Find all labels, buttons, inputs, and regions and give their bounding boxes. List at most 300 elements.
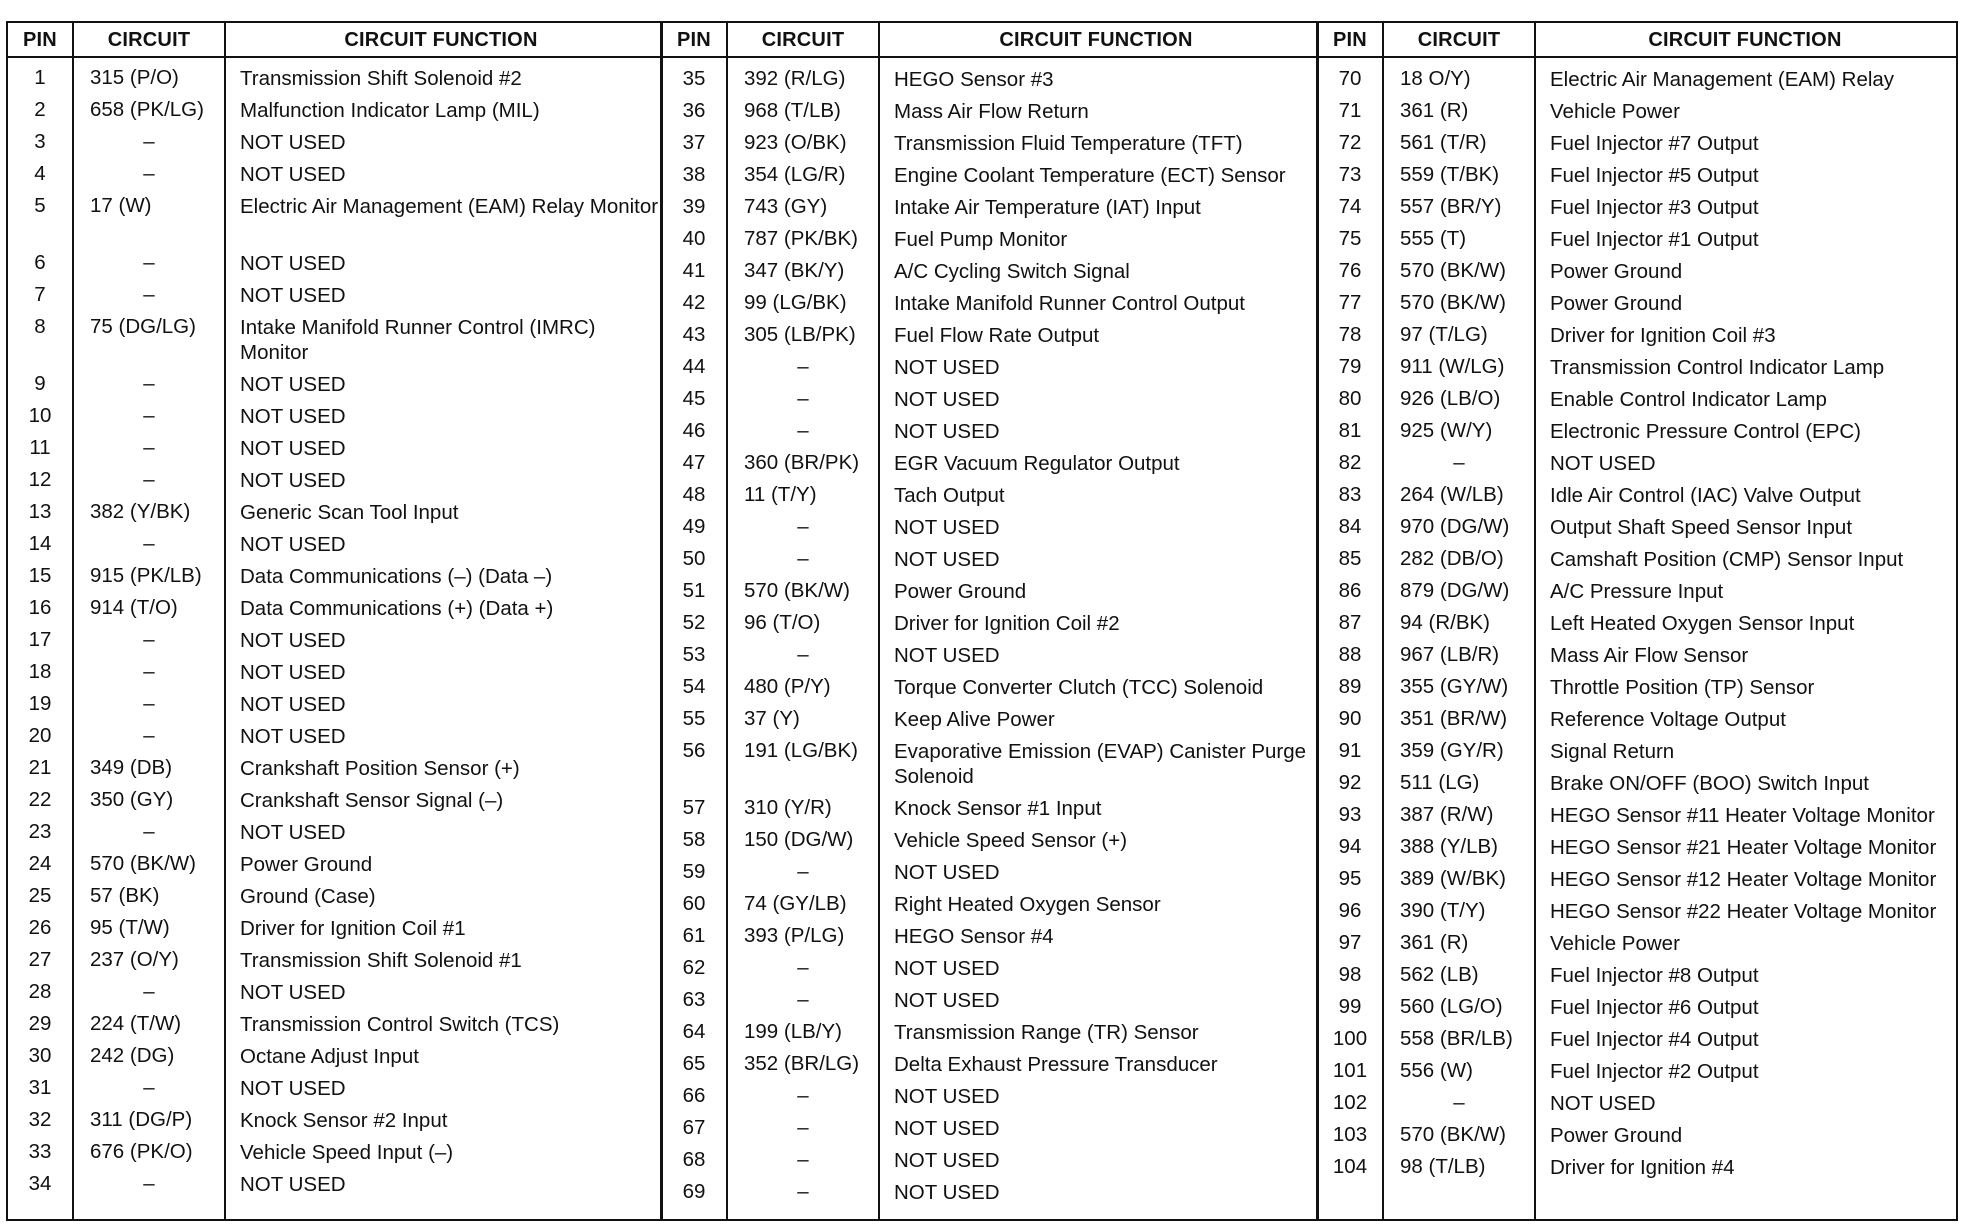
- pin-number: 53: [682, 643, 706, 666]
- circuit-function: NOT USED: [240, 1077, 346, 1100]
- circuit-code: 360 (BR/PK): [744, 451, 860, 474]
- table-row: [8, 946, 662, 976]
- circuit-function: Torque Converter Clutch (TCC) Solenoid: [894, 676, 1264, 699]
- header-circuit: CIRCUIT: [761, 29, 845, 51]
- pin-number: 59: [682, 860, 706, 883]
- pin-number: 49: [682, 515, 706, 538]
- circuit-code: 315 (P/O): [90, 66, 179, 89]
- circuit-code: –: [797, 643, 809, 666]
- circuit-code: 911 (W/LG): [1400, 355, 1505, 378]
- table-row: [662, 826, 1318, 856]
- circuit-function: Fuel Injector #6 Output: [1550, 996, 1759, 1019]
- table-row: [662, 385, 1318, 415]
- pin-number: 41: [682, 259, 706, 282]
- circuit-function: HEGO Sensor #4: [894, 925, 1054, 948]
- circuit-function: NOT USED: [240, 469, 346, 492]
- pin-number: 12: [28, 468, 52, 491]
- table-row: [8, 690, 662, 720]
- circuit-function: NOT USED: [240, 629, 346, 652]
- column-block-1: [8, 23, 662, 1219]
- circuit-code: –: [143, 404, 155, 427]
- pin-number: 57: [682, 796, 706, 819]
- circuit-code: 388 (Y/LB): [1400, 835, 1498, 858]
- pin-number: 15: [28, 564, 52, 587]
- table-row: [1318, 289, 1960, 319]
- header-circuit: CIRCUIT: [1417, 29, 1501, 51]
- pin-number: 75: [1338, 227, 1362, 250]
- column-block-3: [1318, 23, 1960, 1219]
- table-row: [662, 545, 1318, 575]
- table-row: [1318, 673, 1960, 703]
- table-row: [8, 530, 662, 560]
- table-row: [1318, 641, 1960, 671]
- pin-number: 39: [682, 195, 706, 218]
- circuit-code: 224 (T/W): [90, 1012, 182, 1035]
- circuit-code: 305 (LB/PK): [744, 323, 856, 346]
- circuit-code: 570 (BK/W): [1400, 1123, 1506, 1146]
- circuit-code: –: [797, 1084, 809, 1107]
- circuit-code: 879 (DG/W): [1400, 579, 1510, 602]
- pin-number: 6: [34, 251, 46, 274]
- pin-number: 35: [682, 67, 706, 90]
- pin-number: 102: [1332, 1091, 1368, 1114]
- table-row: [662, 641, 1318, 671]
- pin-number: 58: [682, 828, 706, 851]
- pin-number: 9: [34, 372, 46, 395]
- table-row: [662, 353, 1318, 383]
- circuit-function: Crankshaft Sensor Signal (–): [240, 789, 504, 812]
- pin-number: 73: [1338, 163, 1362, 186]
- table-row: [1318, 417, 1960, 447]
- pin-number: 3: [34, 130, 46, 153]
- pin-number: 17: [28, 628, 52, 651]
- circuit-function: NOT USED: [1550, 452, 1656, 475]
- circuit-function: NOT USED: [894, 1117, 1000, 1140]
- circuit-code: 361 (R): [1400, 99, 1469, 122]
- table-row: [1318, 353, 1960, 383]
- circuit-code: 242 (DG): [90, 1044, 175, 1067]
- table-row: [8, 96, 662, 126]
- table-row: [662, 129, 1318, 159]
- table-row: [8, 786, 662, 816]
- table-row: [662, 609, 1318, 639]
- circuit-code: –: [143, 251, 155, 274]
- circuit-code: 74 (GY/LB): [744, 892, 847, 915]
- circuit-function: Crankshaft Position Sensor (+): [240, 757, 520, 780]
- circuit-function: Tach Output: [894, 484, 1005, 507]
- circuit-code: 97 (T/LG): [1400, 323, 1488, 346]
- pin-number: 30: [28, 1044, 52, 1067]
- pin-number: 52: [682, 611, 706, 634]
- pin-number: 104: [1332, 1155, 1368, 1178]
- circuit-function: Power Ground: [1550, 1124, 1683, 1147]
- table-row: [8, 722, 662, 752]
- circuit-code: –: [143, 468, 155, 491]
- table-row: [662, 794, 1318, 824]
- circuit-code: 480 (P/Y): [744, 675, 831, 698]
- circuit-code: 382 (Y/BK): [90, 500, 191, 523]
- circuit-code: 557 (BR/Y): [1400, 195, 1502, 218]
- pin-number: 4: [34, 162, 46, 185]
- circuit-function: NOT USED: [240, 661, 346, 684]
- circuit-code: –: [143, 980, 155, 1003]
- pin-number: 61: [682, 924, 706, 947]
- circuit-code: 282 (DB/O): [1400, 547, 1504, 570]
- pin-number: 63: [682, 988, 706, 1011]
- circuit-code: 393 (P/LG): [744, 924, 845, 947]
- table-row: [8, 1074, 662, 1104]
- circuit-function: NOT USED: [894, 1085, 1000, 1108]
- pin-number: 83: [1338, 483, 1362, 506]
- circuit-function: Vehicle Power: [1550, 932, 1680, 955]
- table-row: [8, 128, 662, 158]
- circuit-code: –: [143, 660, 155, 683]
- pin-number: 87: [1338, 611, 1362, 634]
- table-row: [8, 626, 662, 656]
- circuit-function: Fuel Injector #8 Output: [1550, 964, 1759, 987]
- table-row: [8, 1042, 662, 1072]
- table-row: [1318, 545, 1960, 575]
- circuit-function: Right Heated Oxygen Sensor: [894, 893, 1161, 916]
- table-row: [1318, 897, 1960, 927]
- circuit-code: 96 (T/O): [744, 611, 821, 634]
- pin-number: 46: [682, 419, 706, 442]
- circuit-code: 915 (PK/LB): [90, 564, 202, 587]
- table-row: [1318, 1089, 1960, 1119]
- table-row: [1318, 481, 1960, 511]
- pin-number: 81: [1338, 419, 1362, 442]
- circuit-function: NOT USED: [894, 548, 1000, 571]
- circuit-code: 264 (W/LB): [1400, 483, 1504, 506]
- header-pin: PIN: [23, 29, 57, 51]
- table-row: [662, 225, 1318, 255]
- circuit-code: 354 (LG/R): [744, 163, 846, 186]
- pin-number: 2: [34, 98, 46, 121]
- circuit-code: –: [1453, 451, 1465, 474]
- circuit-function: Driver for Ignition Coil #1: [240, 917, 466, 940]
- table-row: [662, 673, 1318, 703]
- table-row: [1318, 65, 1960, 95]
- table-row: [1318, 929, 1960, 959]
- circuit-code: 923 (O/BK): [744, 131, 847, 154]
- circuit-code: 968 (T/LB): [744, 99, 841, 122]
- circuit-function: NOT USED: [240, 981, 346, 1004]
- circuit-function: NOT USED: [894, 989, 1000, 1012]
- pin-number: 94: [1338, 835, 1362, 858]
- circuit-function: Transmission Control Switch (TCS): [240, 1013, 560, 1036]
- table-row: [662, 1018, 1318, 1048]
- table-row: [662, 65, 1318, 95]
- pin-number: 54: [682, 675, 706, 698]
- pin-number: 90: [1338, 707, 1362, 730]
- table-row: [8, 882, 662, 912]
- circuit-code: –: [143, 532, 155, 555]
- circuit-function: Driver for Ignition Coil #3: [1550, 324, 1776, 347]
- circuit-function: Power Ground: [1550, 260, 1683, 283]
- pin-number: 74: [1338, 195, 1362, 218]
- pin-number: 69: [682, 1180, 706, 1203]
- pin-number: 55: [682, 707, 706, 730]
- table-row: [1318, 257, 1960, 287]
- pin-number: 1: [34, 66, 46, 89]
- table-row: [1318, 1025, 1960, 1055]
- pin-number: 96: [1338, 899, 1362, 922]
- pin-number: 29: [28, 1012, 52, 1035]
- circuit-code: 558 (BR/LB): [1400, 1027, 1513, 1050]
- pin-number: 77: [1338, 291, 1362, 314]
- circuit-function: NOT USED: [240, 821, 346, 844]
- circuit-code: 658 (PK/LG): [90, 98, 204, 121]
- pin-number: 44: [682, 355, 706, 378]
- table-row: [662, 1114, 1318, 1144]
- circuit-function: NOT USED: [894, 420, 1000, 443]
- pin-number: 72: [1338, 131, 1362, 154]
- table-row: [1318, 865, 1960, 895]
- circuit-function: NOT USED: [240, 163, 346, 186]
- circuit-function: Camshaft Position (CMP) Sensor Input: [1550, 548, 1904, 571]
- circuit-function: Knock Sensor #2 Input: [240, 1109, 448, 1132]
- circuit-code: –: [143, 130, 155, 153]
- circuit-function: NOT USED: [240, 533, 346, 556]
- circuit-code: 150 (DG/W): [744, 828, 854, 851]
- circuit-function: NOT USED: [894, 861, 1000, 884]
- pin-number: 27: [28, 948, 52, 971]
- pin-number: 28: [28, 980, 52, 1003]
- circuit-function: Fuel Injector #2 Output: [1550, 1060, 1759, 1083]
- circuit-function: NOT USED: [894, 957, 1000, 980]
- circuit-function: NOT USED: [240, 373, 346, 396]
- circuit-function: EGR Vacuum Regulator Output: [894, 452, 1180, 475]
- table-row: [8, 434, 662, 464]
- table-row: [8, 281, 662, 311]
- circuit-code: 17 (W): [90, 194, 152, 217]
- circuit-function: Electronic Pressure Control (EPC): [1550, 420, 1862, 443]
- circuit-function: Power Ground: [894, 580, 1027, 603]
- pin-number: 20: [28, 724, 52, 747]
- circuit-code: 351 (BR/W): [1400, 707, 1508, 730]
- table-row: [1318, 577, 1960, 607]
- pin-number: 14: [28, 532, 52, 555]
- pin-number: 79: [1338, 355, 1362, 378]
- circuit-code: 559 (T/BK): [1400, 163, 1500, 186]
- pin-number: 51: [682, 579, 706, 602]
- table-row: [1318, 513, 1960, 543]
- table-row: [662, 577, 1318, 607]
- pin-number: 25: [28, 884, 52, 907]
- circuit-code: 199 (LB/Y): [744, 1020, 842, 1043]
- table-row: [8, 658, 662, 688]
- circuit-code: –: [797, 860, 809, 883]
- pin-number: 11: [29, 436, 51, 459]
- circuit-code: 561 (T/R): [1400, 131, 1487, 154]
- table-row: [662, 449, 1318, 479]
- circuit-function: Transmission Shift Solenoid #2: [240, 67, 522, 90]
- circuit-function: HEGO Sensor #3: [894, 68, 1054, 91]
- circuit-function: HEGO Sensor #11 Heater Voltage Monitor: [1550, 804, 1935, 827]
- circuit-code: 350 (GY): [90, 788, 174, 811]
- pin-number: 92: [1338, 771, 1362, 794]
- pin-number: 64: [682, 1020, 706, 1043]
- circuit-code: –: [797, 1116, 809, 1139]
- circuit-function: Fuel Flow Rate Output: [894, 324, 1100, 347]
- circuit-function: Fuel Injector #3 Output: [1550, 196, 1759, 219]
- table-row: [8, 466, 662, 496]
- table-row: [662, 97, 1318, 127]
- circuit-function: Data Communications (+) (Data +): [240, 597, 554, 620]
- circuit-code: 555 (T): [1400, 227, 1467, 250]
- circuit-function: Transmission Control Indicator Lamp: [1550, 356, 1885, 379]
- pin-number: 88: [1338, 643, 1362, 666]
- circuit-code: –: [797, 1148, 809, 1171]
- pin-number: 23: [28, 820, 52, 843]
- table-row: [1318, 961, 1960, 991]
- table-row: [662, 954, 1318, 984]
- table-row: [8, 64, 662, 94]
- pin-number: 47: [682, 451, 706, 474]
- circuit-function: Transmission Fluid Temperature (TFT): [894, 132, 1243, 155]
- circuit-code: 311 (DG/P): [90, 1108, 193, 1131]
- circuit-function: Intake Manifold Runner Control Output: [894, 292, 1245, 315]
- table-row: [662, 193, 1318, 223]
- pin-number: 48: [682, 483, 706, 506]
- circuit-function: Output Shaft Speed Sensor Input: [1550, 516, 1853, 539]
- circuit-function: Fuel Injector #7 Output: [1550, 132, 1759, 155]
- circuit-code: 37 (Y): [744, 707, 800, 730]
- pin-number: 56: [682, 739, 706, 762]
- circuit-code: 18 O/Y): [1400, 67, 1471, 90]
- circuit-function: Enable Control Indicator Lamp: [1550, 388, 1827, 411]
- table-row: [1318, 705, 1960, 735]
- table-row: [8, 562, 662, 592]
- circuit-code: 743 (GY): [744, 195, 828, 218]
- circuit-code: 967 (LB/R): [1400, 643, 1500, 666]
- circuit-function: NOT USED: [894, 644, 1000, 667]
- pin-number: 65: [682, 1052, 706, 1075]
- table-row: [1318, 833, 1960, 863]
- circuit-code: 556 (W): [1400, 1059, 1473, 1082]
- circuit-code: –: [797, 419, 809, 442]
- table-row: [8, 192, 662, 222]
- table-row: [662, 289, 1318, 319]
- circuit-function: Brake ON/OFF (BOO) Switch Input: [1550, 772, 1869, 795]
- circuit-code: –: [143, 628, 155, 651]
- pin-number: 86: [1338, 579, 1362, 602]
- circuit-code: –: [797, 387, 809, 410]
- circuit-function: A/C Pressure Input: [1550, 580, 1724, 603]
- circuit-function: NOT USED: [240, 284, 346, 307]
- circuit-function: NOT USED: [894, 388, 1000, 411]
- circuit-code: –: [797, 515, 809, 538]
- pin-number: 38: [682, 163, 706, 186]
- circuit-function: Reference Voltage Output: [1550, 708, 1786, 731]
- table-row: [8, 249, 662, 279]
- pinout-table: [6, 21, 1958, 1221]
- pin-number: 97: [1338, 931, 1362, 954]
- table-row: [8, 313, 662, 364]
- pin-number: 78: [1338, 323, 1362, 346]
- pin-number: 42: [682, 291, 706, 314]
- pin-number: 76: [1338, 259, 1362, 282]
- table-row: [1318, 321, 1960, 351]
- table-row: [1318, 161, 1960, 191]
- circuit-code: 390 (T/Y): [1400, 899, 1486, 922]
- pin-number: 70: [1338, 67, 1362, 90]
- circuit-function: NOT USED: [240, 437, 346, 460]
- pin-number: 8: [34, 315, 46, 338]
- pin-number: 62: [682, 956, 706, 979]
- table-row: [662, 1178, 1318, 1208]
- table-row: [662, 1050, 1318, 1080]
- circuit-function: Engine Coolant Temperature (ECT) Sensor: [894, 164, 1286, 187]
- circuit-function: Mass Air Flow Return: [894, 100, 1089, 123]
- circuit-code: 389 (W/BK): [1400, 867, 1506, 890]
- pin-number: 18: [28, 660, 52, 683]
- header-function: CIRCUIT FUNCTION: [1648, 29, 1842, 51]
- circuit-function: NOT USED: [240, 693, 346, 716]
- circuit-function: NOT USED: [240, 725, 346, 748]
- circuit-function: Driver for Ignition Coil #2: [894, 612, 1120, 635]
- table-row: [1318, 1153, 1960, 1183]
- circuit-code: 570 (BK/W): [744, 579, 850, 602]
- circuit-code: –: [797, 956, 809, 979]
- circuit-code: 11 (T/Y): [744, 483, 817, 506]
- table-row: [1318, 97, 1960, 127]
- circuit-function: Knock Sensor #1 Input: [894, 797, 1102, 820]
- circuit-function: Vehicle Power: [1550, 100, 1680, 123]
- table-row: [662, 161, 1318, 191]
- pin-number: 93: [1338, 803, 1362, 826]
- table-row: [8, 850, 662, 880]
- pin-number: 21: [28, 756, 52, 779]
- pin-number: 99: [1338, 995, 1362, 1018]
- circuit-function: Electric Air Management (EAM) Relay Monitor: [240, 195, 659, 218]
- table-row: [8, 978, 662, 1008]
- circuit-function: NOT USED: [240, 405, 346, 428]
- circuit-code: –: [797, 547, 809, 570]
- circuit-code: 347 (BK/Y): [744, 259, 845, 282]
- pin-number: 10: [28, 404, 52, 427]
- circuit-function: A/C Cycling Switch Signal: [894, 260, 1130, 283]
- circuit-function: Fuel Injector #1 Output: [1550, 228, 1759, 251]
- table-row: [8, 1010, 662, 1040]
- pin-number: 100: [1332, 1027, 1368, 1050]
- circuit-code: 191 (LG/BK): [744, 739, 858, 762]
- circuit-function: Vehicle Speed Input (–): [240, 1141, 454, 1164]
- pin-number: 103: [1332, 1123, 1368, 1146]
- circuit-code: –: [797, 355, 809, 378]
- circuit-function: Power Ground: [1550, 292, 1683, 315]
- table-row: [662, 705, 1318, 735]
- circuit-function: NOT USED: [240, 252, 346, 275]
- table-row: [1318, 993, 1960, 1023]
- circuit-code: 95 (T/W): [90, 916, 170, 939]
- table-row: [8, 402, 662, 432]
- table-row: [662, 890, 1318, 920]
- header-pin: PIN: [677, 29, 711, 51]
- circuit-function: Throttle Position (TP) Sensor: [1550, 676, 1815, 699]
- circuit-function: Intake Manifold Runner Control (IMRC) Monitor: [240, 316, 596, 364]
- circuit-function: Fuel Pump Monitor: [894, 228, 1068, 251]
- header-circuit: CIRCUIT: [107, 29, 191, 51]
- circuit-code: 98 (T/LB): [1400, 1155, 1486, 1178]
- table-row: [1318, 193, 1960, 223]
- circuit-code: 237 (O/Y): [90, 948, 179, 971]
- table-row: [1318, 801, 1960, 831]
- table-row: [662, 321, 1318, 351]
- circuit-code: –: [143, 820, 155, 843]
- circuit-function: Keep Alive Power: [894, 708, 1055, 731]
- circuit-code: –: [1453, 1091, 1465, 1114]
